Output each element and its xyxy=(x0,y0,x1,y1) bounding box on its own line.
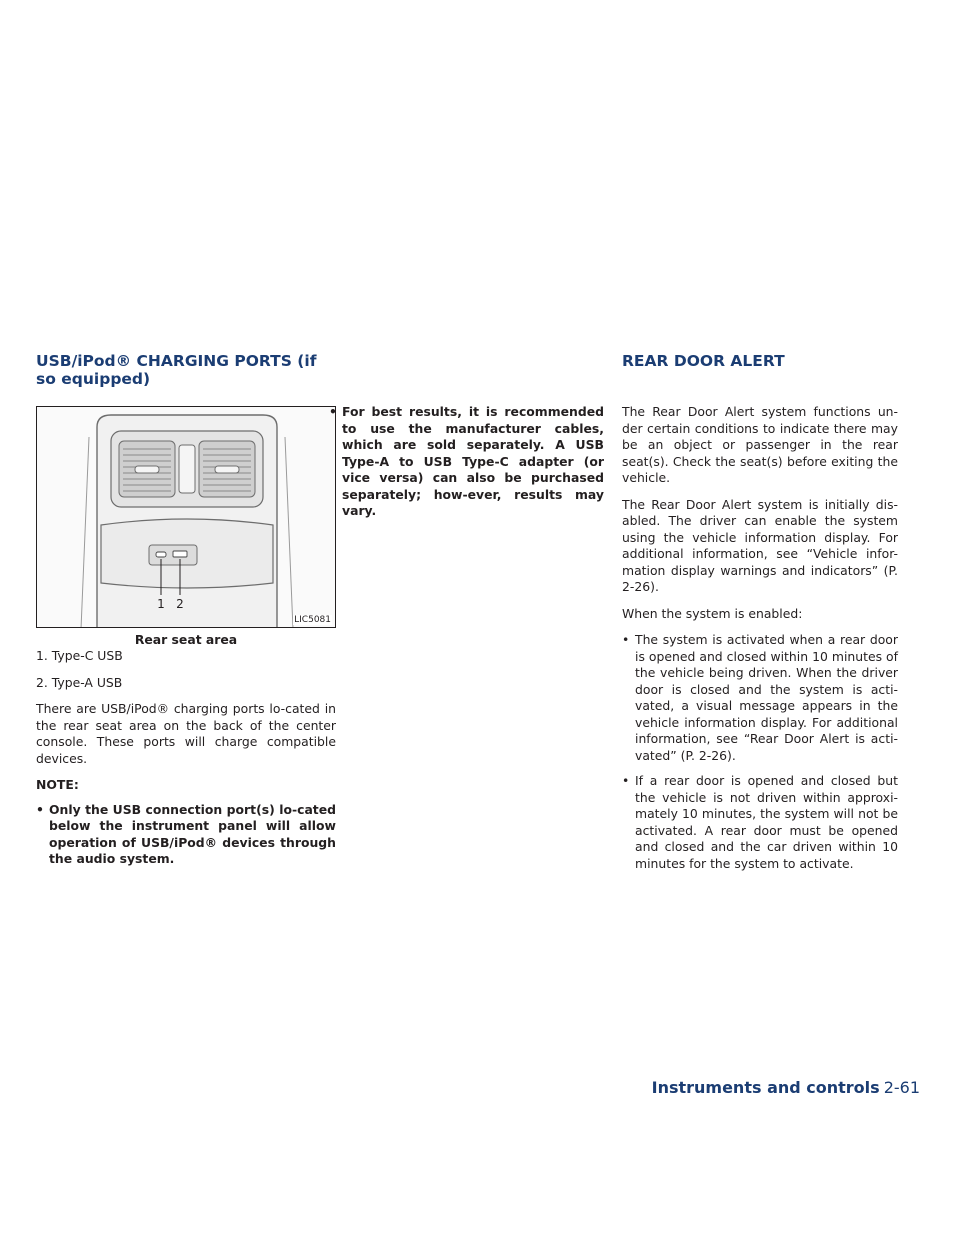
middle-column xyxy=(329,404,604,529)
note-bullet: • Only the USB connection port(s) lo-cated below the instrument panel will allow operation of USB/iPod® devices through the audio system. xyxy=(36,801,336,866)
callout-1: 1 xyxy=(157,597,165,611)
bullet-icon: • xyxy=(36,801,44,817)
rear-door-alert-when-enabled: When the system is enabled: xyxy=(622,605,803,621)
rear-seat-area-figure xyxy=(36,406,336,628)
list-item: 1. Type-C USB xyxy=(36,648,123,663)
list-item: • If a rear door is opened and closed but the vehicle is not driven within approxi-mately 10 minutes, the system will not be activated. A rear door must be opened and closed and the car driven within 10 minutes for the system to activate. xyxy=(622,773,898,871)
section-heading-usb-charging: USB/iPod® CHARGING PORTS (if so equipped) xyxy=(36,352,317,388)
bullet-icon: • xyxy=(329,404,337,419)
list-item: • The system is activated when a rear door is opened and closed within 10 minutes of the vehicle being driven. When the driver door is closed and the system is acti-vated, a visual message appears in the vehicle information display. For additional information, see “Rear Door Alert is acti-vated” (P. 2-26). xyxy=(622,632,898,763)
figure-code: LIC5081 xyxy=(294,615,331,625)
note-list-continued xyxy=(329,404,604,520)
rear-door-alert-list xyxy=(622,632,898,872)
usb-ports-paragraph: There are USB/iPod® charging ports lo-cated in the rear seat area on the back of the center console. These ports will charge compatible devices. xyxy=(36,701,336,766)
note-list xyxy=(36,802,336,868)
note-heading: NOTE: xyxy=(36,777,79,792)
left-column xyxy=(36,648,336,877)
list-item: 2. Type-A USB xyxy=(36,674,123,690)
note-bullet: • For best results, it is recommended to use the manufacturer cables, which are sold separately. A USB Type-A to USB Type-C adapter (or vice versa) can also be purchased separately; how-ever, results may vary. xyxy=(329,404,604,518)
rear-console-illustration xyxy=(37,407,336,628)
bullet-icon: • xyxy=(622,773,630,788)
section-heading-rear-door-alert: REAR DOOR ALERT xyxy=(622,352,785,370)
callout-2: 2 xyxy=(176,597,184,611)
rear-door-alert-intro: The Rear Door Alert system functions un-der certain conditions to indicate there may be an object or passenger in the rear seat(s). Check the seat(s) before exiting the vehicle. xyxy=(622,404,898,485)
bullet-icon: • xyxy=(622,632,630,647)
page-number: 2-61 xyxy=(883,1078,920,1097)
right-column xyxy=(622,404,898,881)
page-footer xyxy=(652,1078,920,1098)
figure-caption: Rear seat area xyxy=(134,632,238,647)
rear-door-alert-enable: The Rear Door Alert system is initially dis-abled. The driver can enable the system using the vehicle information display. For additional information, see “Vehicle infor-mation display warnings and indicators” (P. 2-26). xyxy=(622,496,898,594)
footer-section-title: Instruments and controls xyxy=(651,1078,880,1097)
